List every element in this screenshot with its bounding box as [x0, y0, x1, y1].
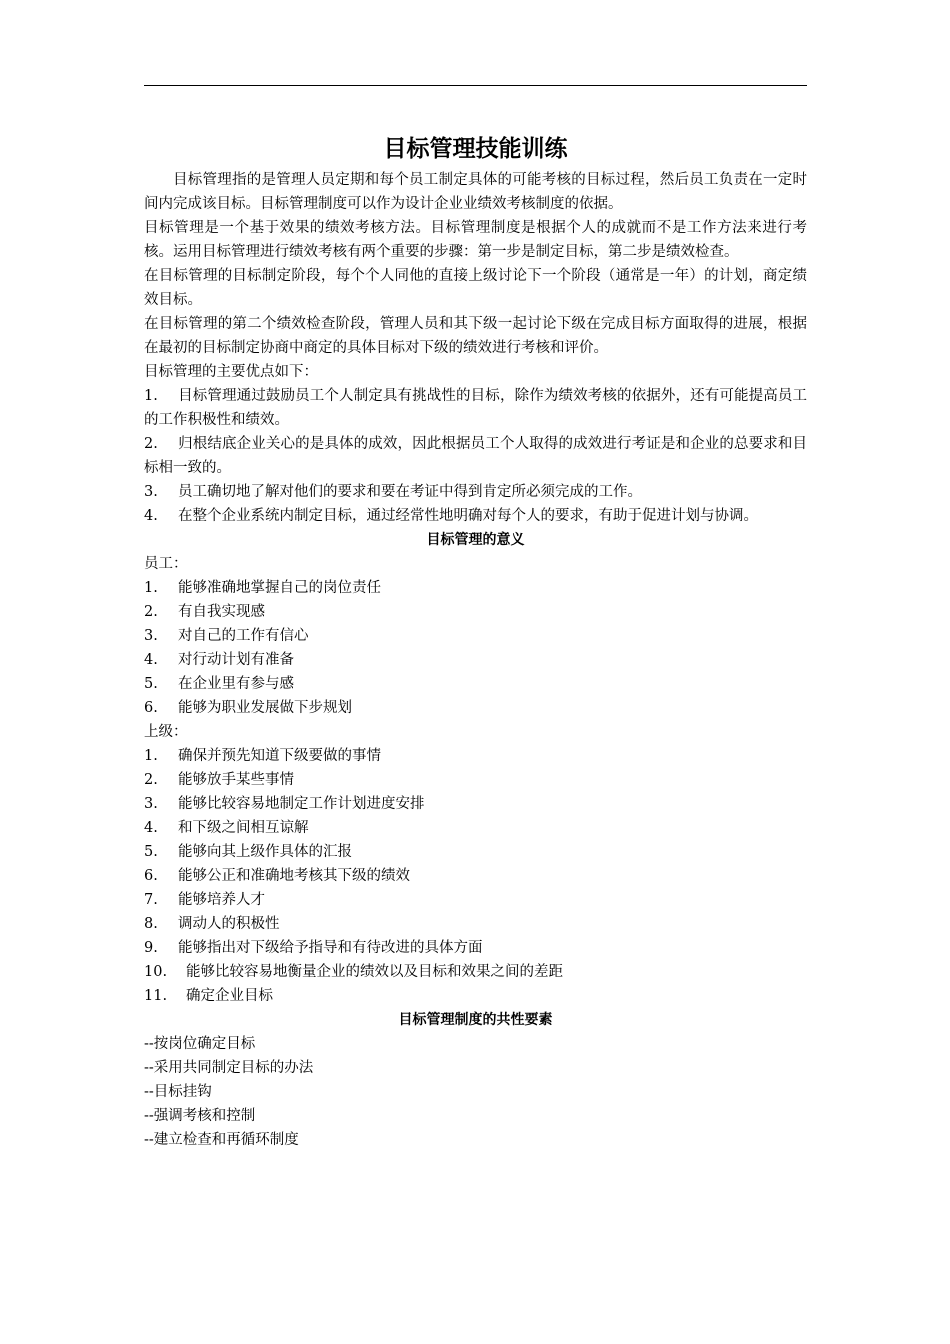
common-element-3: --目标挂钩: [144, 1084, 212, 1100]
intro-paragraph-2: 目标管理是一个基于效果的绩效考核方法。目标管理制度是根据个人的成就而不是工作方法来进行考核。运用目标管理进行绩效考核有两个重要的步骤：第一步是制定目标，第二步是绩效检查。: [144, 220, 807, 260]
intro-paragraph-4: 在目标管理的第二个绩效检查阶段，管理人员和其下级一起讨论下级在完成目标方面取得的进展，根据在最初的目标制定协商中商定的具体目标对下级的绩效进行考核和评价。: [144, 316, 807, 356]
superior-item-4: [144, 816, 807, 840]
list-text: 有自我实现感: [178, 604, 265, 620]
list-text: 能够指出对下级给予指导和有待改进的具体方面: [178, 940, 483, 956]
employee-label: 员工：: [144, 556, 188, 572]
list-number: 9.: [144, 940, 158, 956]
list-number: 1.: [144, 748, 158, 764]
superior-item-5: [144, 840, 807, 864]
advantage-number: 2.: [144, 436, 158, 452]
advantages-intro: 目标管理的主要优点如下：: [144, 364, 318, 380]
list-number: 3.: [144, 628, 158, 644]
superior-item-3: [144, 792, 807, 816]
list-text: 确定企业目标: [186, 988, 273, 1004]
list-text: 能够培养人才: [178, 892, 265, 908]
advantage-text: 归根结底企业关心的是具体的成效，因此根据员工个人取得的成效进行考证是和企业的总要求和目标相一致的。: [144, 436, 807, 476]
list-text: 能够为职业发展做下步规划: [178, 700, 352, 716]
document-title: 目标管理技能训练: [383, 136, 568, 162]
superior-item-8: [144, 912, 807, 936]
common-element-5: --建立检查和再循环制度: [144, 1132, 299, 1148]
list-text: 确保并预先知道下级要做的事情: [178, 748, 381, 764]
advantage-item-4: [144, 504, 807, 528]
advantage-item-1: [144, 384, 807, 432]
intro-paragraph-3: 在目标管理的目标制定阶段，每个个人同他的直接上级讨论下一个阶段（通常是一年）的计划，商定绩效目标。: [144, 268, 807, 308]
list-number: 10.: [144, 964, 168, 980]
list-number: 4.: [144, 652, 158, 668]
list-text: 调动人的积极性: [178, 916, 280, 932]
list-text: 和下级之间相互谅解: [178, 820, 309, 836]
list-text: 能够准确地掌握自己的岗位责任: [178, 580, 381, 596]
advantage-item-3: [144, 480, 807, 504]
header-rule: [144, 85, 807, 86]
advantage-text: 目标管理通过鼓励员工个人制定具有挑战性的目标，除作为绩效考核的依据外，还有可能提高员工的工作积极性和绩效。: [144, 388, 807, 428]
common-element-2: --采用共同制定目标的办法: [144, 1060, 314, 1076]
advantage-text: 在整个企业系统内制定目标，通过经常性地明确对每个人的要求，有助于促进计划与协调。: [178, 508, 758, 524]
advantage-text: 员工确切地了解对他们的要求和要在考证中得到肯定所必须完成的工作。: [178, 484, 642, 500]
list-number: 6.: [144, 700, 158, 716]
list-number: 5.: [144, 676, 158, 692]
list-text: 能够比较容易地衡量企业的绩效以及目标和效果之间的差距: [186, 964, 563, 980]
list-number: 3.: [144, 796, 158, 812]
superior-item-11: [144, 984, 807, 1008]
superior-item-1: [144, 744, 807, 768]
common-elements-heading: 目标管理制度的共性要素: [398, 1012, 553, 1028]
employee-item-1: [144, 576, 807, 600]
list-number: 2.: [144, 772, 158, 788]
superior-item-9: [144, 936, 807, 960]
superior-item-10: [144, 960, 807, 984]
significance-heading: 目标管理的意义: [426, 532, 525, 548]
common-element-1: --按岗位确定目标: [144, 1036, 256, 1052]
employee-item-2: [144, 600, 807, 624]
list-text: 在企业里有参与感: [178, 676, 294, 692]
superior-label: 上级：: [144, 724, 188, 740]
list-number: 7.: [144, 892, 158, 908]
list-number: 1.: [144, 580, 158, 596]
document-body: [144, 130, 807, 1152]
list-text: 能够放手某些事情: [178, 772, 294, 788]
advantage-item-2: [144, 432, 807, 480]
superior-item-2: [144, 768, 807, 792]
list-number: 11.: [144, 988, 168, 1004]
advantage-number: 4.: [144, 508, 158, 524]
superior-item-6: [144, 864, 807, 888]
list-number: 5.: [144, 844, 158, 860]
employee-item-4: [144, 648, 807, 672]
superior-item-7: [144, 888, 807, 912]
employee-item-6: [144, 696, 807, 720]
list-number: 6.: [144, 868, 158, 884]
list-text: 能够比较容易地制定工作计划进度安排: [178, 796, 425, 812]
list-number: 4.: [144, 820, 158, 836]
advantage-number: 1.: [144, 388, 158, 404]
intro-paragraph-1: 目标管理指的是管理人员定期和每个员工制定具体的可能考核的目标过程，然后员工负责在一定时间内完成该目标。目标管理制度可以作为设计企业业绩效考核制度的依据。: [144, 172, 807, 212]
list-text: 对自己的工作有信心: [178, 628, 309, 644]
list-text: 能够公正和准确地考核其下级的绩效: [178, 868, 410, 884]
list-text: 能够向其上级作具体的汇报: [178, 844, 352, 860]
employee-item-3: [144, 624, 807, 648]
list-number: 8.: [144, 916, 158, 932]
advantage-number: 3.: [144, 484, 158, 500]
common-element-4: --强调考核和控制: [144, 1108, 256, 1124]
list-number: 2.: [144, 604, 158, 620]
list-text: 对行动计划有准备: [178, 652, 294, 668]
employee-item-5: [144, 672, 807, 696]
